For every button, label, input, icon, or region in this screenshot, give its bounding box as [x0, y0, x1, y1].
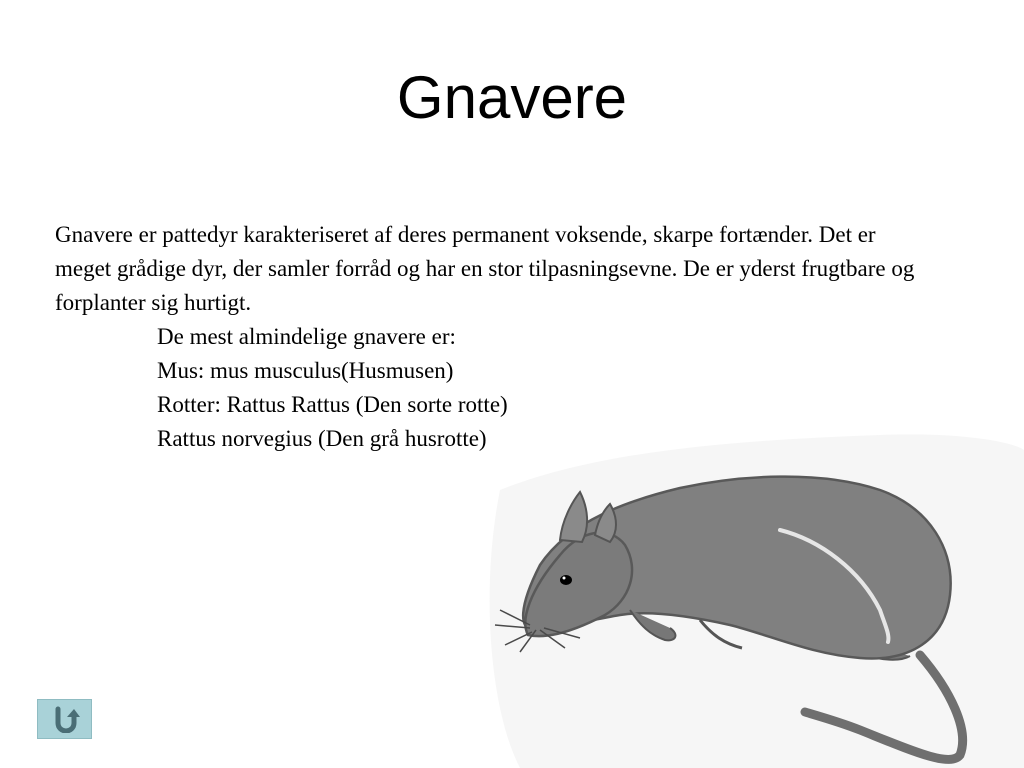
return-arrow-icon — [50, 705, 80, 733]
rat-illustration — [480, 430, 1024, 768]
list-item: Mus: mus musculus(Husmusen) — [157, 358, 454, 383]
back-button[interactable] — [37, 699, 92, 739]
slide-title: Gnavere — [396, 64, 628, 131]
list-intro: De mest almindelige gnavere er: — [157, 324, 456, 349]
list-item: Rotter: Rattus Rattus (Den sorte rotte) — [157, 392, 508, 417]
list-item: Rattus norvegius (Den grå husrotte) — [157, 426, 487, 451]
slide-body — [55, 218, 935, 456]
intro-paragraph: Gnavere er pattedyr karakteriseret af deres permanent voksende, skarpe fortænder. Det er meget grådige dyr, der samler forråd og har en stor tilpasningsevne. De er yderst frugtbare og forplanter sig hurtigt. — [55, 222, 915, 315]
